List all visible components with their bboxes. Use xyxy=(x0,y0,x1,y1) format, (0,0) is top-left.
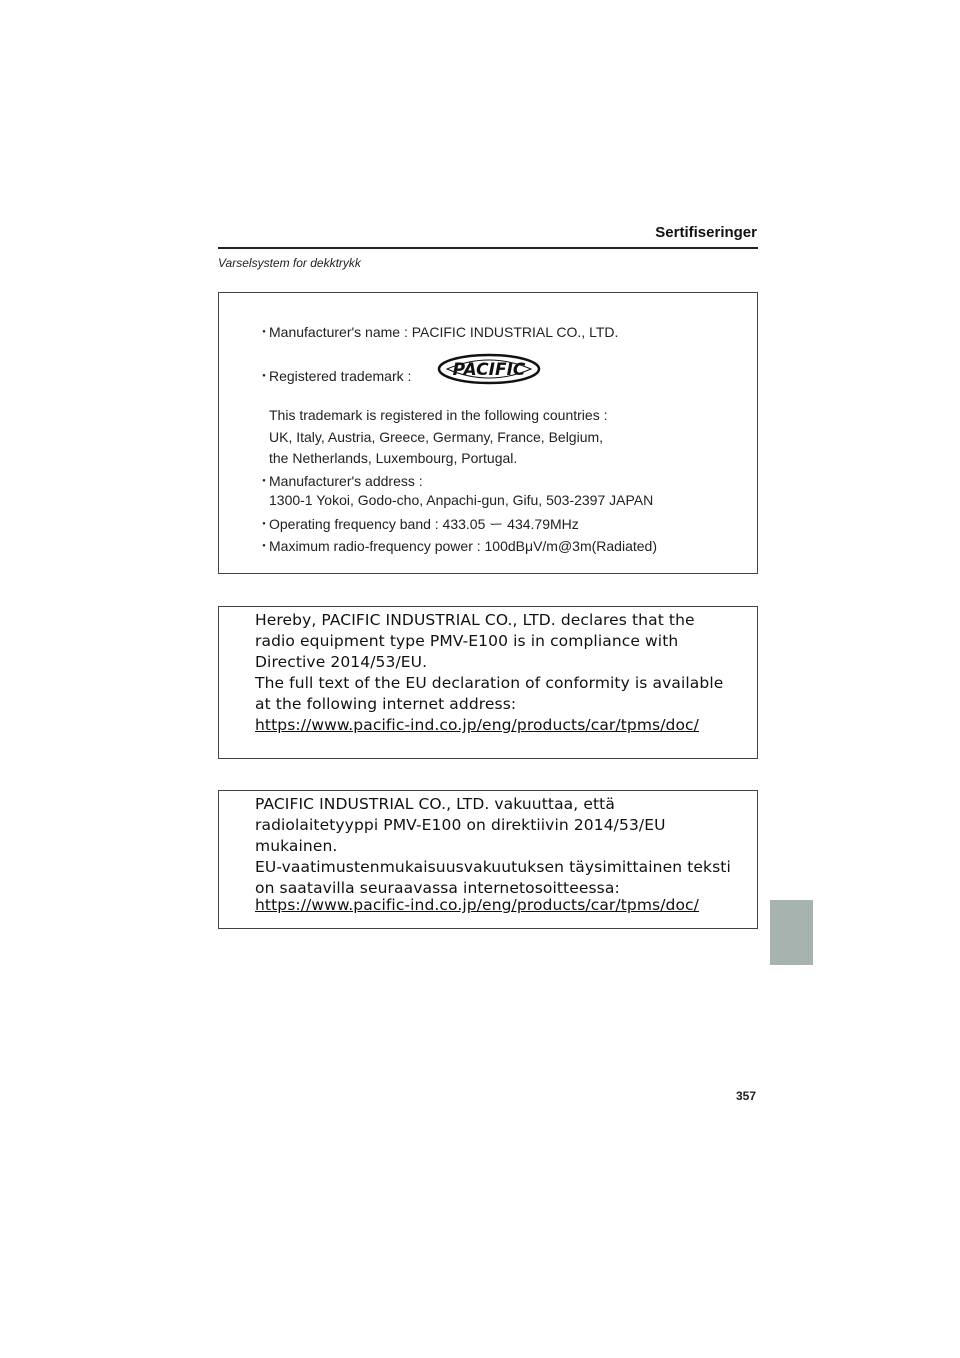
declaration-line2: radio equipment type PMV-E100 is in compliance with xyxy=(255,632,679,650)
declaration-fi-line1: PACIFIC INDUSTRIAL CO., LTD. vakuuttaa, että xyxy=(255,795,615,813)
registered-trademark-line: ・Registered trademark : xyxy=(257,368,412,384)
subheader: Varselsystem for dekktrykk xyxy=(218,256,361,270)
trademark-countries-line3: the Netherlands, Luxembourg, Portugal. xyxy=(269,450,518,466)
certification-box-info xyxy=(218,292,758,574)
max-power-line: ・Maximum radio-frequency power : 100dBμV/m@3m(Radiated) xyxy=(257,538,657,554)
pacific-logo xyxy=(437,353,541,385)
trademark-countries-line2: UK, Italy, Austria, Greece, Germany, France, Belgium, xyxy=(269,429,604,445)
address-value: 1300-1 Yokoi, Godo-cho, Anpachi-gun, Gifu, 503-2397 JAPAN xyxy=(269,492,654,508)
declaration-fi-line4: EU-vaatimustenmukaisuusvakuutuksen täysimittainen teksti xyxy=(255,858,731,876)
chapter-thumb-tab xyxy=(770,900,813,965)
declaration-line5: at the following internet address: xyxy=(255,695,517,713)
declaration-line4: The full text of the EU declaration of conformity is available xyxy=(255,674,724,692)
svg-text:PACIFIC: PACIFIC xyxy=(452,360,526,380)
trademark-countries-line1: This trademark is registered in the following countries : xyxy=(269,407,608,423)
operating-frequency-line: ・Operating frequency band : 433.05 ー 434.79MHz xyxy=(257,516,579,532)
declaration-line1: Hereby, PACIFIC INDUSTRIAL CO., LTD. declares that the xyxy=(255,611,695,629)
section-title: Sertifiseringer xyxy=(655,224,757,241)
declaration-fi-line5: on saatavilla seuraavassa internetosoitteessa: xyxy=(255,879,620,897)
eu-declaration-finnish xyxy=(218,790,758,929)
manufacturer-name-line: ・Manufacturer's name : PACIFIC INDUSTRIAL CO., LTD. xyxy=(257,324,619,340)
declaration-line3: Directive 2014/53/EU. xyxy=(255,653,428,671)
page-number: 357 xyxy=(736,1089,757,1103)
manufacturer-address-line: ・Manufacturer's address : xyxy=(257,473,423,489)
declaration-fi-line2: radiolaitetyyppi PMV-E100 on direktiivin 2014/53/EU xyxy=(255,816,666,834)
eu-declaration-english xyxy=(218,606,758,759)
header-divider xyxy=(218,247,758,249)
declaration-fi-line3: mukainen. xyxy=(255,837,338,855)
declaration-fi-link[interactable]: https://www.pacific-ind.co.jp/eng/products/car/tpms/doc/ xyxy=(255,896,699,914)
declaration-link[interactable]: https://www.pacific-ind.co.jp/eng/products/car/tpms/doc/ xyxy=(255,716,699,734)
